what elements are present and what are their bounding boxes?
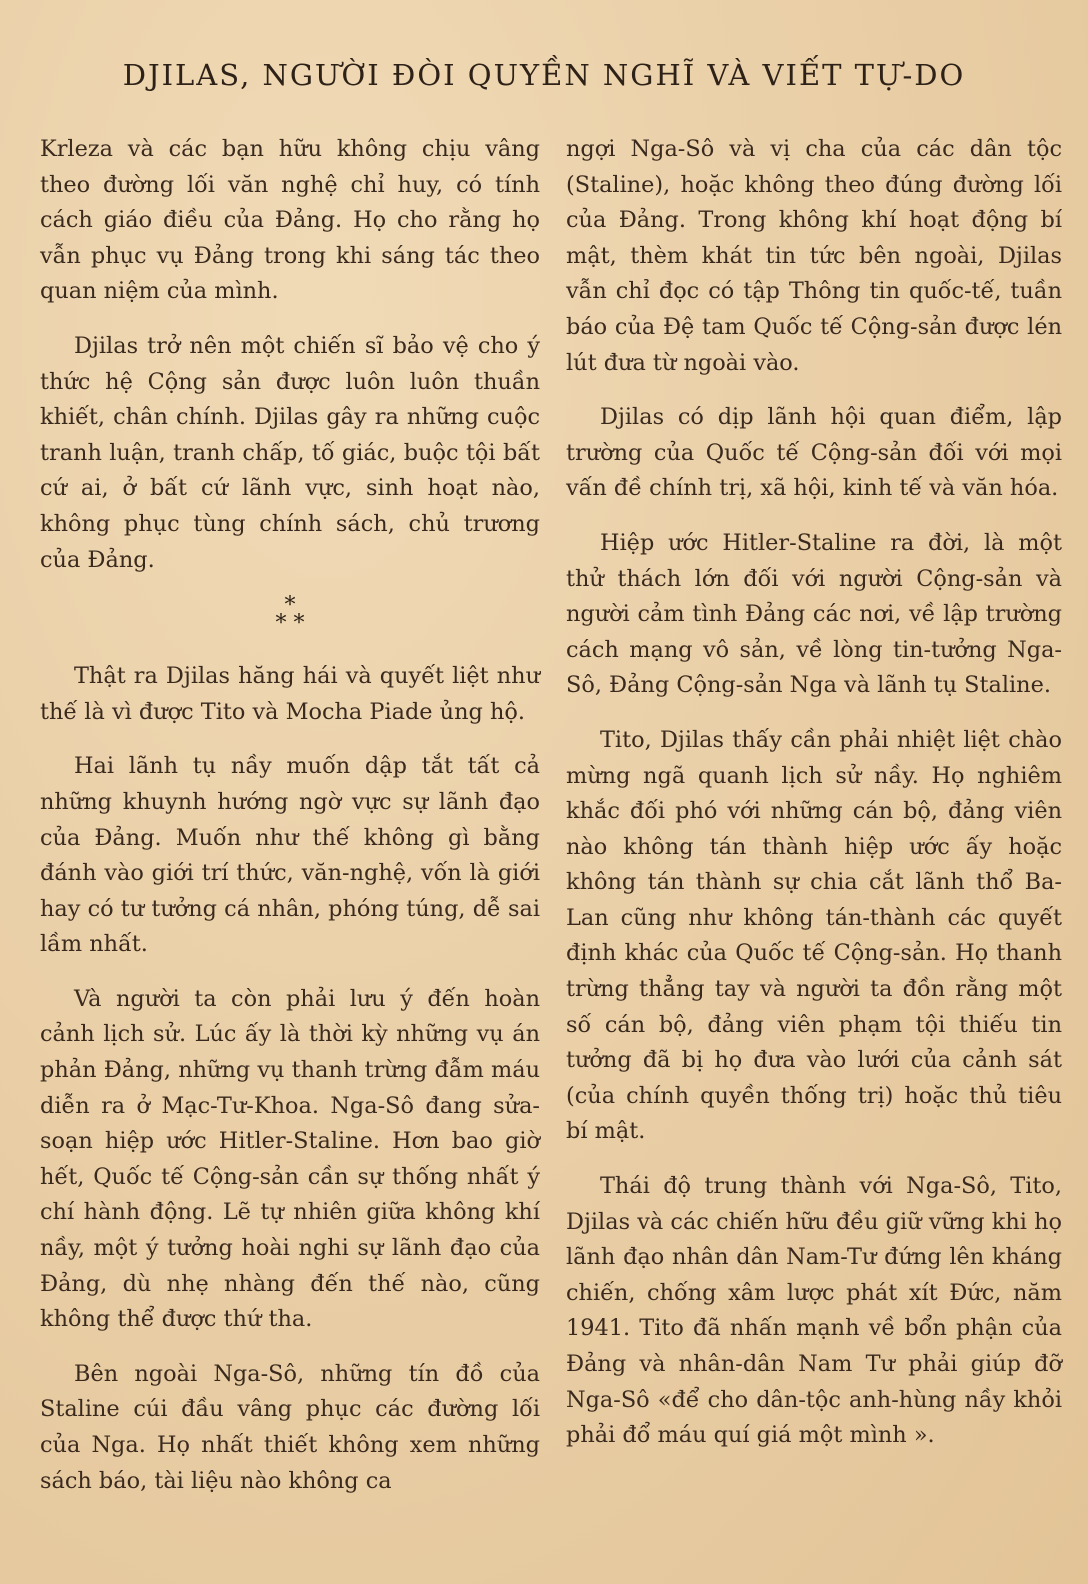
- paragraph: Hiệp ước Hitler-Staline ra đời, là một thử thách lớn đối với người Cộng-sản và người cảm tình Đảng các nơi, về lập trường cách mạng vô sản, về lòng tin-tưởng Nga-Sô, Đảng Cộng-sản Nga và lãnh tụ Staline.: [566, 529, 1062, 699]
- paragraph: Djilas có dịp lãnh hội quan điểm, lập trường của Quốc tế Cộng-sản đối với mọi vấn đề chính trị, xã hội, kinh tế và văn hóa.: [566, 404, 1062, 502]
- right-column: [566, 132, 1062, 1473]
- paragraph: Và người ta còn phải lưu ý đến hoàn cảnh lịch sử. Lúc ấy là thời kỳ những vụ án phản Đảng, những vụ thanh trừng đẫm máu diễn ra ở Mạc-Tư-Khoa. Nga-Sô đang sửa-soạn hiệp ước Hitler-Staline. Hơn bao giờ hết, Quốc tế Cộng-sản cần sự thống nhất ý chí hành động. Lẽ tự nhiên giữa không khí nầy, một ý tưởng hoài nghi sự lãnh đạo của Đảng, dù nhẹ nhàng đến thế nào, cũng không thể được thứ tha.: [40, 985, 540, 1333]
- paragraph: Thái độ trung thành với Nga-Sô, Tito, Djilas và các chiến hữu đều giữ vững khi họ lãnh đạo nhân dân Nam-Tư đứng lên kháng chiến, chống xâm lược phát xít Đức, năm 1941. Tito đã nhấn mạnh về bổn phận của Đảng và nhân-dân Nam Tư phải giúp đỡ Nga-Sô «để cho dân-tộc anh-hùng nầy khỏi phải đổ máu quí giá một mình ».: [566, 1173, 1062, 1449]
- paragraph: Tito, Djilas thấy cần phải nhiệt liệt chào mừng ngã quanh lịch sử nầy. Họ nghiêm khắc đối phó với những cán bộ, đảng viên nào không tán thành hiệp ước ấy hoặc không tán thành sự chia cắt lãnh thổ Ba-Lan cũng như không tán-thành các quyết định khác của Quốc tế Cộng-sản. Họ thanh trừng thẳng tay và người ta đồn rằng một số cán bộ, đảng viên phạm tội thiếu tin tưởng đã bị họ đưa vào lưới của cảnh sát (của chính quyền thống trị) hoặc thủ tiêu bí mật.: [566, 726, 1062, 1145]
- separator-star-top: *: [284, 593, 296, 619]
- paragraph: Djilas trở nên một chiến sĩ bảo vệ cho ý thức hệ Cộng sản được luôn luôn thuần khiết, chân chính. Djilas gây ra những cuộc tranh luận, tranh chấp, tố giác, buộc tội bất cứ ai, ở bất cứ lãnh vực, sinh hoạt nào, không phục tùng chính sách, chủ trương của Đảng.: [40, 332, 540, 573]
- paragraph: Thật ra Djilas hăng hái và quyết liệt như thế là vì được Tito và Mocha Piade ủng hộ.: [40, 663, 540, 725]
- paragraph: Krleza và các bạn hữu không chịu vâng theo đường lối văn nghệ chỉ huy, có tính cách giáo điều của Đảng. Họ cho rằng họ vẫn phục vụ Đảng trong khi sáng tác theo quan niệm của mình.: [40, 136, 540, 305]
- paragraph: Bên ngoài Nga-Sô, những tín đồ của Staline cúi đầu vâng phục các đường lối của Nga. Họ nhất thiết không xem những sách báo, tài liệu nào không ca: [40, 1360, 540, 1494]
- page-title: DJILAS, NGƯỜI ĐÒI QUYỀN NGHĨ VÀ VIẾT TỰ-DO: [122, 58, 966, 92]
- paragraph: ngợi Nga-Sô và vị cha của các dân tộc (Staline), hoặc không theo đúng đường lối của Đảng. Trong không khí hoạt động bí mật, thèm khát tin tức bên ngoài, Djilas vẫn chỉ đọc có tập Thông tin quốc-tế, tuần báo của Đệ tam Quốc tế Cộng-sản được lén lút đưa từ ngoài vào.: [566, 136, 1062, 376]
- section-separator: [40, 593, 540, 637]
- paragraph: Hai lãnh tụ nầy muốn dập tắt tất cả những khuynh hướng ngờ vực sự lãnh đạo của Đảng. Muốn như thế không gì bằng đánh vào giới trí thức, văn-nghệ, vốn là giới hay có tư tưởng cá nhân, phóng túng, dễ sai lầm nhất.: [40, 753, 540, 958]
- left-column: [40, 132, 540, 1518]
- separator-stars-bottom: * *: [275, 611, 305, 637]
